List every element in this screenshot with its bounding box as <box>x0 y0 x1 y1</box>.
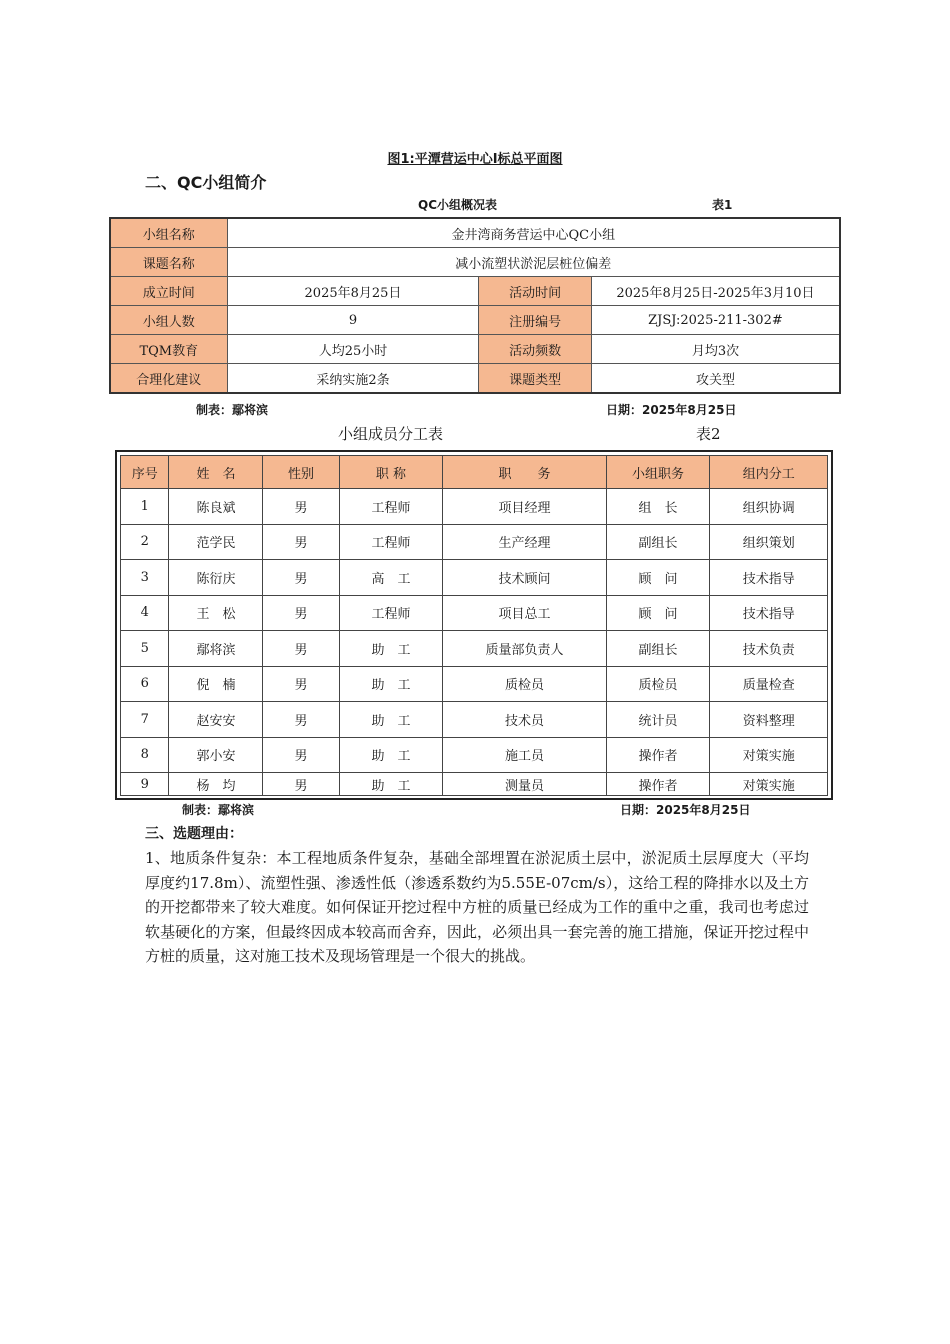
reason-paragraph: 1、地质条件复杂：本工程地质条件复杂，基础全部埋置在淤泥质土层中，淤泥质土层厚度大（平均厚度约17.8m）、流塑性强、渗透性低（渗透系数约为5.55E-07cm/s），这给工程的降排水以及土方的开挖都带来了较大难度。如何保证开挖过程中方桩的质量已经成为工作的重中之重，我司也考虑过软基硬化的方案，但最终因成本较高而舍弃，因此，必须出具一套完善的施工措施，保证开挖过程中方桩的质量，这对施工技术及现场管理是一个很大的挑战。 <box>145 849 809 965</box>
table-row <box>110 306 840 335</box>
table-cell: 生产经理 <box>443 524 606 560</box>
table-cell: 男 <box>263 631 339 667</box>
table-cell: 8 <box>121 737 169 773</box>
table-cell: 男 <box>263 560 339 596</box>
table-cell: 男 <box>263 773 339 796</box>
table-cell: 质量检查 <box>710 666 828 702</box>
table1-date: 日期：2025年8月25日 <box>606 403 737 417</box>
table-value: 9 <box>227 306 479 335</box>
table-value: 2025年8月25日 <box>227 277 479 306</box>
table-value: 人均25小时 <box>227 335 479 364</box>
table-cell: 技术指导 <box>710 595 828 631</box>
table-cell: 测量员 <box>443 773 606 796</box>
table-cell: 项目经理 <box>443 489 606 525</box>
table-cell: 操作者 <box>606 773 710 796</box>
table-value: 金井湾商务营运中心QC小组 <box>227 218 840 248</box>
table-label: TQM教育 <box>110 335 227 364</box>
table-cell: 赵安安 <box>169 702 263 738</box>
table-label: 合理化建议 <box>110 364 227 394</box>
table-row <box>110 277 840 306</box>
table-value: 减小流塑状淤泥层桩位偏差 <box>227 248 840 277</box>
table-cell: 技术顾问 <box>443 560 606 596</box>
table-row <box>110 335 840 364</box>
table-cell: 男 <box>263 524 339 560</box>
table-label: 成立时间 <box>110 277 227 306</box>
column-header: 姓 名 <box>169 456 263 489</box>
table-cell: 工程师 <box>339 524 443 560</box>
table-cell: 统计员 <box>606 702 710 738</box>
table-header-row <box>121 456 828 489</box>
table-row <box>121 560 828 596</box>
table-cell: 资料整理 <box>710 702 828 738</box>
table-cell: 副组长 <box>606 631 710 667</box>
table-cell: 杨 均 <box>169 773 263 796</box>
table2-number: 表2 <box>696 425 721 443</box>
table-cell: 组织协调 <box>710 489 828 525</box>
table-cell: 1 <box>121 489 169 525</box>
table-row <box>121 773 828 796</box>
table-cell: 6 <box>121 666 169 702</box>
column-header: 组内分工 <box>710 456 828 489</box>
table-cell: 工程师 <box>339 595 443 631</box>
table-cell: 3 <box>121 560 169 596</box>
table-cell: 9 <box>121 773 169 796</box>
table-row <box>121 631 828 667</box>
table-label: 课题类型 <box>479 364 591 394</box>
column-header: 性别 <box>263 456 339 489</box>
member-table <box>120 455 828 796</box>
table-row <box>121 595 828 631</box>
table-cell: 助 工 <box>339 702 443 738</box>
table-row <box>121 489 828 525</box>
qc-overview-table <box>109 217 841 394</box>
table-cell: 组织策划 <box>710 524 828 560</box>
table2-caption: 小组成员分工表 <box>338 425 444 443</box>
table-row <box>121 737 828 773</box>
table-cell: 技术指导 <box>710 560 828 596</box>
table1-caption: QC小组概况表 <box>418 198 498 212</box>
table-row <box>110 364 840 394</box>
column-header: 职 称 <box>339 456 443 489</box>
table-row <box>121 702 828 738</box>
table-cell: 陈衍庆 <box>169 560 263 596</box>
member-table-frame <box>115 450 833 800</box>
table-cell: 范学民 <box>169 524 263 560</box>
table-cell: 助 工 <box>339 737 443 773</box>
table-row <box>121 524 828 560</box>
section-2-title: 二、QC小组简介 <box>145 173 267 192</box>
table-cell: 陈良斌 <box>169 489 263 525</box>
column-header: 职 务 <box>443 456 606 489</box>
table-cell: 操作者 <box>606 737 710 773</box>
table2-maker: 制表：鄢将滨 <box>182 803 255 817</box>
table-row <box>121 666 828 702</box>
table-label: 活动频数 <box>479 335 591 364</box>
table-cell: 质检员 <box>443 666 606 702</box>
table-cell: 技术员 <box>443 702 606 738</box>
table-cell: 顾 问 <box>606 560 710 596</box>
table-cell: 助 工 <box>339 631 443 667</box>
table-label: 活动时间 <box>479 277 591 306</box>
table-label: 注册编号 <box>479 306 591 335</box>
table1-maker: 制表：鄢将滨 <box>196 403 269 417</box>
table-cell: 项目总工 <box>443 595 606 631</box>
figure-caption: 图1:平潭营运中心Ⅰ标总平面图 <box>387 152 563 167</box>
table-cell: 助 工 <box>339 773 443 796</box>
table2-date: 日期：2025年8月25日 <box>620 803 751 817</box>
column-header: 小组职务 <box>606 456 710 489</box>
table-value: ZJSJ:2025-211-302# <box>591 306 840 335</box>
table-label: 小组名称 <box>110 218 227 248</box>
table-cell: 郭小安 <box>169 737 263 773</box>
table-cell: 2 <box>121 524 169 560</box>
table-cell: 对策实施 <box>710 773 828 796</box>
section-3-title: 三、选题理由： <box>145 826 243 842</box>
table-cell: 组 长 <box>606 489 710 525</box>
table-cell: 5 <box>121 631 169 667</box>
table-cell: 对策实施 <box>710 737 828 773</box>
table-cell: 质检员 <box>606 666 710 702</box>
table-cell: 鄢将滨 <box>169 631 263 667</box>
table-value: 采纳实施2条 <box>227 364 479 394</box>
table-cell: 王 松 <box>169 595 263 631</box>
table-label: 小组人数 <box>110 306 227 335</box>
table-cell: 男 <box>263 737 339 773</box>
table-value: 攻关型 <box>591 364 840 394</box>
table-cell: 技术负责 <box>710 631 828 667</box>
column-header: 序号 <box>121 456 169 489</box>
table-cell: 工程师 <box>339 489 443 525</box>
table-cell: 高 工 <box>339 560 443 596</box>
table-value: 2025年8月25日-2025年3月10日 <box>591 277 840 306</box>
table-cell: 男 <box>263 702 339 738</box>
table-cell: 倪 楠 <box>169 666 263 702</box>
table-cell: 质量部负责人 <box>443 631 606 667</box>
table-label: 课题名称 <box>110 248 227 277</box>
table-cell: 顾 问 <box>606 595 710 631</box>
table-row <box>110 248 840 277</box>
table-row <box>110 218 840 248</box>
table-cell: 副组长 <box>606 524 710 560</box>
table-cell: 7 <box>121 702 169 738</box>
table-cell: 施工员 <box>443 737 606 773</box>
table-cell: 男 <box>263 666 339 702</box>
table1-number: 表1 <box>712 198 733 212</box>
table-cell: 4 <box>121 595 169 631</box>
table-cell: 助 工 <box>339 666 443 702</box>
table-value: 月均3次 <box>591 335 840 364</box>
table-cell: 男 <box>263 595 339 631</box>
table-cell: 男 <box>263 489 339 525</box>
